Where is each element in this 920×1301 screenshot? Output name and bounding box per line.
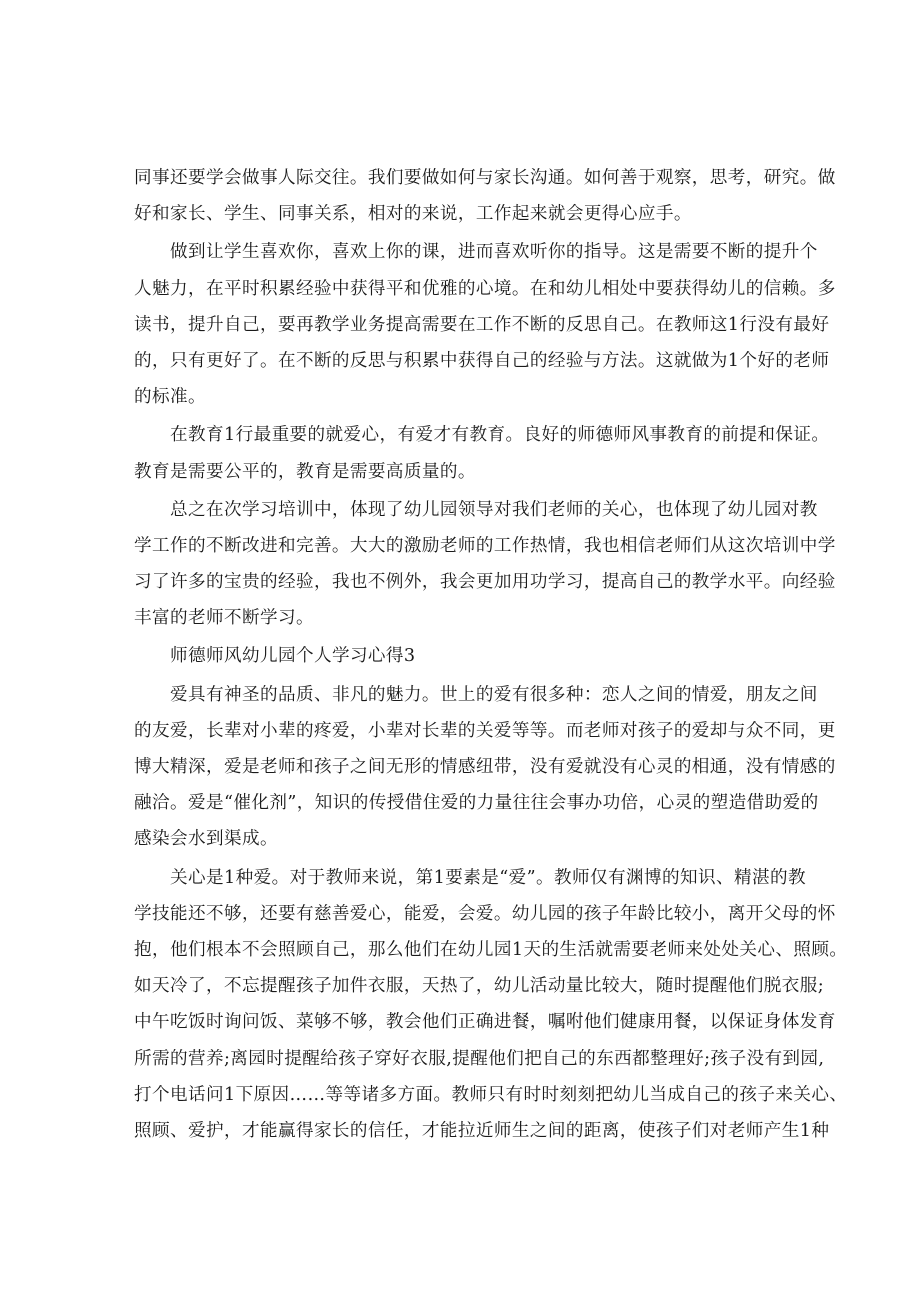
text-line: 好和家长、学生、同事关系，相对的来说，工作起来就会更得心应手。	[134, 204, 692, 225]
text-line: 抱，他们根本不会照顾自己，那么他们在幼儿园1天的生活就需要老师来处处关心、照顾。	[134, 939, 848, 960]
text-line: 的，只有更好了。在不断的反思与积累中获得自己的经验与方法。这就做为1个好的老师	[134, 350, 830, 371]
text-line: 丰富的老师不断学习。	[134, 608, 314, 629]
paragraph	[134, 160, 836, 232]
text-line: 感染会水到渠成。	[134, 829, 278, 850]
paragraph	[134, 638, 806, 674]
text-line: 中午吃饭时询问饭、菜够不够，教会他们正确进餐，嘱咐他们健康用餐，以保证身体发育	[134, 1012, 836, 1033]
text-line: 总之在次学习培训中，体现了幼儿园领导对我们老师的关心，也体现了幼儿园对教	[170, 499, 818, 520]
text-line: 学技能还不够，还要有慈善爱心，能爱，会爱。幼儿园的孩子年龄比较小，离开父母的怀	[134, 903, 836, 924]
text-line: 人魅力，在平时积累经验中获得平和优雅的心境。在和幼儿相处中要获得幼儿的信赖。多	[134, 278, 836, 299]
text-line: 打个电话问1下原因……等等诸多方面。教师只有时时刻刻把幼儿当成自己的孩子来关心、	[134, 1084, 848, 1105]
text-line: 爱具有神圣的品质、非凡的魅力。世上的爱有很多种：恋人之间的情爱，朋友之间	[170, 684, 818, 705]
paragraph	[134, 234, 836, 415]
document-body	[134, 160, 848, 1151]
text-line: 融洽。爱是“催化剂”，知识的传授借住爱的力量往往会事办功倍，心灵的塑造借助爱的	[134, 793, 819, 814]
text-line: 所需的营养;离园时提醒给孩子穿好衣服,提醒他们把自己的东西都整理好;孩子没有到园,	[134, 1048, 825, 1069]
paragraph-gap	[134, 1149, 806, 1151]
paragraph	[134, 492, 836, 637]
text-line: 教育是需要公平的，教育是需要高质量的。	[134, 461, 476, 482]
text-line: 关心是1种爱。对于教师来说，第1要素是“爱”。教师仅有渊博的知识、精湛的教	[170, 867, 806, 888]
text-line: 习了许多的宝贵的经验，我也不例外，我会更加用功学习，提高自己的教学水平。向经验	[134, 572, 836, 593]
text-line: 的友爱，长辈对小辈的疼爱，小辈对长辈的关爱等等。而老师对孩子的爱却与众不同，更	[134, 720, 836, 741]
text-line: 做到让学生喜欢你，喜欢上你的课，进而喜欢听你的指导。这是需要不断的提升个	[170, 242, 818, 263]
text-line: 读书，提升自己，要再教学业务提高需要在工作不断的反思自己。在教师这1行没有最好	[134, 314, 830, 335]
text-line: 照顾、爱护，才能赢得家长的信任，才能拉近师生之间的距离，使孩子们对老师产生1种	[134, 1120, 830, 1141]
text-line: 师德师风幼儿园个人学习心得3	[170, 646, 416, 667]
text-line: 在教育1行最重要的就爱心，有爱才有教育。良好的师德师风事教育的前提和保证。	[170, 425, 830, 446]
paragraph	[134, 860, 848, 1150]
text-line: 博大精深，爱是老师和孩子之间无形的情感纽带，没有爱就没有心灵的相通，没有情感的	[134, 757, 836, 777]
text-line: 如天冷了，不忘提醒孩子加件衣服，天热了，幼儿活动量比较大，随时提醒他们脱衣服;	[134, 976, 825, 997]
paragraph	[134, 677, 836, 858]
text-line: 同事还要学会做事人际交往。我们要做如何与家长沟通。如何善于观察，思考，研究。做	[134, 168, 836, 188]
paragraph	[134, 417, 830, 489]
text-line: 的标准。	[134, 387, 206, 408]
text-line: 学工作的不断改进和完善。大大的激励老师的工作热情，我也相信老师们从这次培训中学	[134, 535, 836, 556]
